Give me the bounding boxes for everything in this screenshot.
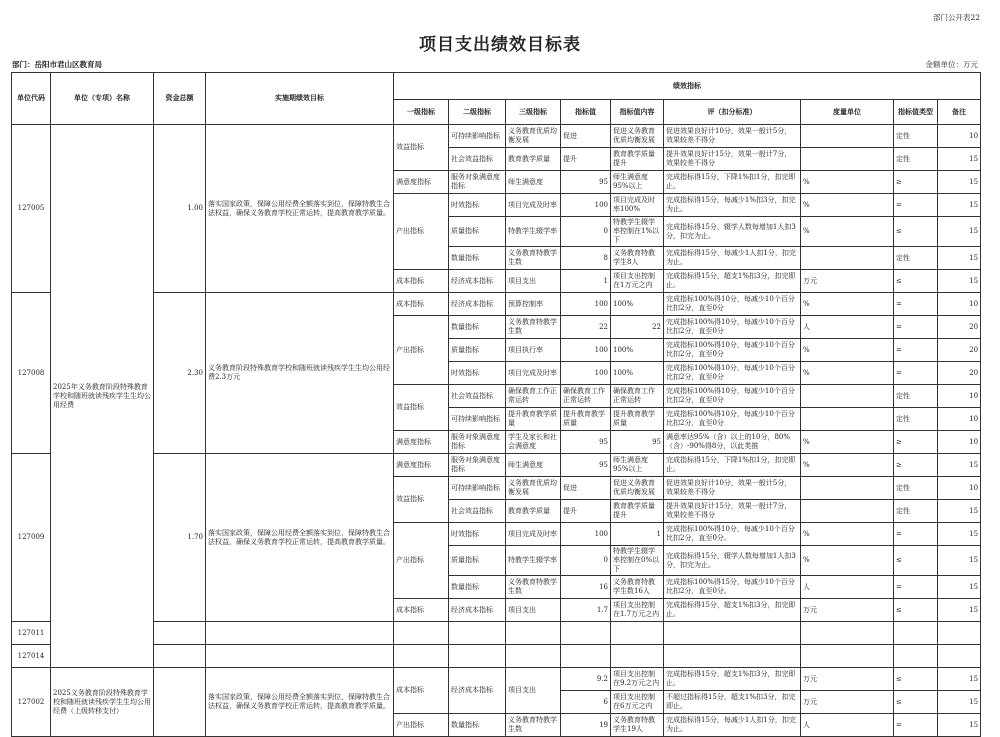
- scoring-criteria: 提升效果良好计15分，效果一般计7分，效果较差不得分: [664, 148, 801, 171]
- indicator-value-content: 促进义务教育优质均衡发展: [611, 125, 664, 148]
- performance-goal: [206, 645, 394, 668]
- indicator-value-content: 项目支出控制在1万元之内: [611, 270, 664, 293]
- indicator-value: 22: [561, 316, 611, 339]
- measure-unit: [801, 500, 894, 523]
- level2-indicator: 质量指标: [449, 546, 506, 576]
- unit-name: 2025年义务教育阶段特殊教育学校和随班就读残疾学生生均公用经费: [51, 125, 154, 668]
- empty-cell: [394, 645, 449, 668]
- performance-goal: 落实国家政策，保障公用经费全额落实到位，保障特教生合法权益，确保义务教育学校正常运转，提高教育教学质量。: [206, 668, 394, 737]
- indicator-value: 提升: [561, 500, 611, 523]
- header-criteria: 评（扣分标准）: [664, 100, 801, 125]
- performance-goal: [206, 622, 394, 645]
- value-type: =: [894, 523, 938, 546]
- measure-unit: [801, 385, 894, 408]
- empty-cell: [506, 622, 561, 645]
- indicator-value-content: 95: [611, 431, 664, 454]
- empty-cell: [611, 622, 664, 645]
- value-type: =: [894, 316, 938, 339]
- indicator-value-content: 100%: [611, 362, 664, 385]
- header-unit-name: 单位（专项）名称: [51, 73, 154, 125]
- note: 15: [938, 523, 981, 546]
- measure-unit: [801, 125, 894, 148]
- indicator-value-content: 项目完成及时率100%: [611, 194, 664, 217]
- measure-unit: %: [801, 217, 894, 247]
- value-type: 定性: [894, 385, 938, 408]
- table-row: [12, 645, 981, 668]
- empty-cell: [801, 645, 894, 668]
- value-type: ≤: [894, 217, 938, 247]
- table-row: [12, 454, 981, 477]
- note: 15: [938, 454, 981, 477]
- level3-indicator: 学生及家长和社会满意度: [506, 431, 561, 454]
- measure-unit: 人: [801, 714, 894, 737]
- note: 15: [938, 599, 981, 622]
- level2-indicator: 质量指标: [449, 217, 506, 247]
- level1-indicator: 满意度指标: [394, 454, 449, 477]
- value-type: ≤: [894, 668, 938, 691]
- level1-indicator: 效益指标: [394, 385, 449, 431]
- value-type: ≤: [894, 270, 938, 293]
- level2-indicator: 数量指标: [449, 576, 506, 599]
- level3-indicator: 项目支出: [506, 599, 561, 622]
- indicator-value: 提升教育教学质量: [561, 408, 611, 431]
- unit-code: 127009: [12, 454, 51, 622]
- table-row: [12, 125, 981, 148]
- header-level2: 二级指标: [449, 100, 506, 125]
- empty-cell: [449, 622, 506, 645]
- level2-indicator: 时效指标: [449, 194, 506, 217]
- level2-indicator: 数量指标: [449, 714, 506, 737]
- empty-cell: [664, 622, 801, 645]
- level2-indicator: 服务对象满意度指标: [449, 431, 506, 454]
- measure-unit: [801, 477, 894, 500]
- level3-indicator: 义务教育特教学生数: [506, 576, 561, 599]
- level2-indicator: 经济成本指标: [449, 270, 506, 293]
- note: 15: [938, 668, 981, 691]
- measure-unit: 人: [801, 576, 894, 599]
- indicator-value-content: 促进义务教育优质均衡发展: [611, 477, 664, 500]
- page-title: 项目支出绩效目标表: [419, 35, 581, 55]
- scoring-criteria: 完成指标得15分，每减少1%扣3分，扣完为止。: [664, 194, 801, 217]
- indicator-value-content: 师生满意度95%以上: [611, 171, 664, 194]
- level1-indicator: 产出指标: [394, 194, 449, 270]
- level2-indicator: 时效指标: [449, 362, 506, 385]
- indicator-value-content: 师生满意度95%以上: [611, 454, 664, 477]
- note: 15: [938, 500, 981, 523]
- indicator-value: 95: [561, 431, 611, 454]
- level1-indicator: 成本指标: [394, 293, 449, 316]
- measure-unit: %: [801, 362, 894, 385]
- indicator-value-content: 提升教育教学质量: [611, 408, 664, 431]
- indicator-value: 6: [561, 691, 611, 714]
- header-unit-code: 单位代码: [12, 73, 51, 125]
- header-value: 指标值: [561, 100, 611, 125]
- level1-indicator: 成本指标: [394, 668, 449, 714]
- unit-name: 2025义务教育阶段特殊教育学校和随班就读残疾学生生均公用经费（上级转移支付）: [51, 668, 154, 737]
- indicator-value-content: 特教学生辍学率控制在1%以下: [611, 217, 664, 247]
- indicator-value-content: 22: [611, 316, 664, 339]
- value-type: 定性: [894, 125, 938, 148]
- level3-indicator: 义务教育特教学生数: [506, 714, 561, 737]
- level1-indicator: 成本指标: [394, 270, 449, 293]
- level1-indicator: 产出指标: [394, 523, 449, 599]
- scoring-criteria: 完成指标100%得10分，每减少10个百分比扣2分，直至0分: [664, 339, 801, 362]
- scoring-criteria: 完成指标得15分，下降1%扣1分，扣完即止。: [664, 171, 801, 194]
- value-type: ≥: [894, 454, 938, 477]
- performance-goal: 落实国家政策，保障公用经费全额落实到位，保障特教生合法权益，确保义务教育学校正常运转，提高教育教学质量。: [206, 125, 394, 293]
- empty-cell: [894, 622, 938, 645]
- scoring-criteria: 完成指标100%得10分，每减少10个百分比扣2分，直至0分。: [664, 523, 801, 546]
- level3-indicator: 提升教育教学质量: [506, 408, 561, 431]
- scoring-criteria: 提升效果良好计15分，效果一般计7分，效果较差不得分: [664, 500, 801, 523]
- level1-indicator: 产出指标: [394, 714, 449, 737]
- measure-unit: %: [801, 546, 894, 576]
- total-funds: [154, 622, 206, 645]
- unit-code: 127002: [12, 668, 51, 737]
- level2-indicator: 质量指标: [449, 339, 506, 362]
- note: 15: [938, 576, 981, 599]
- value-type: ≤: [894, 546, 938, 576]
- indicator-value: 提升: [561, 148, 611, 171]
- scoring-criteria: 完成指标100%得10分，每减少10个百分比扣2分，直至0分: [664, 362, 801, 385]
- form-number: 部门公开表22: [932, 13, 980, 22]
- table-row: [12, 622, 981, 645]
- empty-cell: [801, 622, 894, 645]
- measure-unit: %: [801, 171, 894, 194]
- indicator-value: 促进: [561, 477, 611, 500]
- note: 20: [938, 362, 981, 385]
- scoring-criteria: 完成指标得15分，辍学人数每增加1人扣3分，扣完为止。: [664, 546, 801, 576]
- level3-indicator: 教育教学质量: [506, 148, 561, 171]
- level2-indicator: 社会效益指标: [449, 148, 506, 171]
- level3-indicator: 师生满意度: [506, 171, 561, 194]
- scoring-criteria: 完成指标得15分，超支1%扣3分，扣完即止。: [664, 599, 801, 622]
- level3-indicator: 教育教学质量: [506, 500, 561, 523]
- scoring-criteria: 完成指标得15分，超支1%扣3分，扣完即止。: [664, 668, 801, 691]
- scoring-criteria: 完成指标得15分，超支1%扣3分，扣完即止。: [664, 270, 801, 293]
- empty-cell: [938, 645, 981, 668]
- indicator-value: 100: [561, 362, 611, 385]
- note: 15: [938, 247, 981, 270]
- scoring-criteria: 完成指标得15分，每减少1人扣1分，扣完为止。: [664, 247, 801, 270]
- level3-indicator: 项目支出: [506, 668, 561, 714]
- header-level3: 三级指标: [506, 100, 561, 125]
- level3-indicator: 项目完成及时率: [506, 194, 561, 217]
- measure-unit: [801, 247, 894, 270]
- header-note: 备注: [938, 100, 981, 125]
- value-type: 定性: [894, 477, 938, 500]
- level3-indicator: 项目完成及时率: [506, 523, 561, 546]
- level3-indicator: 义务教育优质均衡发展: [506, 125, 561, 148]
- indicator-value: 95: [561, 454, 611, 477]
- indicator-value-content: 义务教育特教学生数16人: [611, 576, 664, 599]
- level3-indicator: 特教学生辍学率: [506, 217, 561, 247]
- scoring-criteria: 促进效果良好计10分，效果一般计5分，效果较差不得分: [664, 125, 801, 148]
- total-funds: 1.70: [154, 454, 206, 622]
- value-type: =: [894, 714, 938, 737]
- level1-indicator: 满意度指标: [394, 431, 449, 454]
- measure-unit: [801, 408, 894, 431]
- indicator-value: 100: [561, 523, 611, 546]
- empty-cell: [506, 645, 561, 668]
- note: 15: [938, 148, 981, 171]
- note: 10: [938, 431, 981, 454]
- note: 10: [938, 408, 981, 431]
- indicator-value: 1.7: [561, 599, 611, 622]
- level2-indicator: 服务对象满意度指标: [449, 171, 506, 194]
- value-type: =: [894, 576, 938, 599]
- value-type: 定性: [894, 247, 938, 270]
- scoring-criteria: 不超过指标得15分，超支1%扣3分，扣完即止。: [664, 691, 801, 714]
- indicator-value-content: 项目支出控制在1.7万元之内: [611, 599, 664, 622]
- header-measure-unit: 度量单位: [801, 100, 894, 125]
- level3-indicator: 特教学生辍学率: [506, 546, 561, 576]
- level2-indicator: 服务对象满意度指标: [449, 454, 506, 477]
- empty-cell: [394, 622, 449, 645]
- level3-indicator: 确保教育工作正常运转: [506, 385, 561, 408]
- performance-goal: 义务教育阶段特殊教育学校和随班就读残疾学生生均公用经费2.3万元: [206, 293, 394, 454]
- header-value-type: 指标值类型: [894, 100, 938, 125]
- measure-unit: 万元: [801, 691, 894, 714]
- scoring-criteria: 完成指标得15分，辍学人数每增加1人扣3分，扣完为止。: [664, 217, 801, 247]
- level1-indicator: 成本指标: [394, 599, 449, 622]
- total-funds: 2.30: [154, 293, 206, 454]
- measure-unit: 人: [801, 316, 894, 339]
- indicator-value-content: 教育教学质量提升: [611, 500, 664, 523]
- measure-unit: 万元: [801, 599, 894, 622]
- header-level1: 一级指标: [394, 100, 449, 125]
- note: 10: [938, 125, 981, 148]
- empty-cell: [561, 645, 611, 668]
- value-type: ≤: [894, 599, 938, 622]
- level3-indicator: 义务教育优质均衡发展: [506, 477, 561, 500]
- indicator-value-content: 教育教学质量提升: [611, 148, 664, 171]
- level2-indicator: 社会效益指标: [449, 385, 506, 408]
- indicator-value-content: 义务教育特教学生8人: [611, 247, 664, 270]
- indicator-value-content: 确保教育工作正常运转: [611, 385, 664, 408]
- note: 20: [938, 316, 981, 339]
- level1-indicator: 效益指标: [394, 125, 449, 171]
- note: 10: [938, 385, 981, 408]
- note: 15: [938, 691, 981, 714]
- money-unit-label: 金额单位：万元: [925, 60, 978, 69]
- value-type: ≥: [894, 171, 938, 194]
- measure-unit: [801, 148, 894, 171]
- unit-code: 127008: [12, 293, 51, 454]
- value-type: 定性: [894, 148, 938, 171]
- value-type: =: [894, 362, 938, 385]
- level2-indicator: 可持续影响指标: [449, 125, 506, 148]
- indicator-value-content: 特教学生辍学率控制在0%以下: [611, 546, 664, 576]
- level2-indicator: 数量指标: [449, 316, 506, 339]
- note: 15: [938, 270, 981, 293]
- level2-indicator: 时效指标: [449, 523, 506, 546]
- indicator-value: 1: [561, 270, 611, 293]
- note: 15: [938, 546, 981, 576]
- indicator-value: 100: [561, 339, 611, 362]
- value-type: =: [894, 194, 938, 217]
- level2-indicator: 可持续影响指标: [449, 408, 506, 431]
- note: 20: [938, 339, 981, 362]
- indicator-value: 19: [561, 714, 611, 737]
- level3-indicator: 项目支出: [506, 270, 561, 293]
- measure-unit: %: [801, 194, 894, 217]
- level3-indicator: 师生满意度: [506, 454, 561, 477]
- empty-cell: [664, 645, 801, 668]
- indicator-value-content: 100%: [611, 293, 664, 316]
- table-row: [12, 668, 981, 691]
- level2-indicator: 社会效益指标: [449, 500, 506, 523]
- measure-unit: %: [801, 293, 894, 316]
- indicator-value: 95: [561, 171, 611, 194]
- scoring-criteria: 促进效果良好计10分，效果一般计5分，效果较差不得分: [664, 477, 801, 500]
- indicator-value: 确保教育工作正常运转: [561, 385, 611, 408]
- total-funds: [154, 668, 206, 737]
- unit-code: 127014: [12, 645, 51, 668]
- scoring-criteria: 完成指标100%得15分，每减少10个百分比扣2分，直至0分。: [664, 576, 801, 599]
- indicator-value-content: 项目支出控制在9.2万元之内: [611, 668, 664, 691]
- indicator-value: 16: [561, 576, 611, 599]
- value-type: 定性: [894, 500, 938, 523]
- indicator-value-content: 1: [611, 523, 664, 546]
- measure-unit: %: [801, 339, 894, 362]
- level1-indicator: 效益指标: [394, 477, 449, 523]
- note: 10: [938, 477, 981, 500]
- value-type: 定性: [894, 408, 938, 431]
- total-funds: [154, 645, 206, 668]
- measure-unit: %: [801, 454, 894, 477]
- empty-cell: [561, 622, 611, 645]
- scoring-criteria: 完成指标得15分，每减少1人扣1分，扣完为止。: [664, 714, 801, 737]
- unit-code: 127005: [12, 125, 51, 293]
- indicator-value: 100: [561, 194, 611, 217]
- total-funds: 1.00: [154, 125, 206, 293]
- level3-indicator: 义务教育特教学生数: [506, 316, 561, 339]
- level3-indicator: 项目完成及时率: [506, 362, 561, 385]
- note: 10: [938, 293, 981, 316]
- department-label: 部门：岳阳市君山区教育局: [12, 60, 102, 69]
- header-performance: 绩效指标: [394, 73, 981, 100]
- level3-indicator: 项目执行率: [506, 339, 561, 362]
- level3-indicator: 义务教育特教学生数: [506, 247, 561, 270]
- scoring-criteria: 完成指标100%得10分，每减少10个百分比扣2分，直至0分: [664, 408, 801, 431]
- level3-indicator: 预算控制率: [506, 293, 561, 316]
- level2-indicator: 经济成本指标: [449, 599, 506, 622]
- scoring-criteria: 满意率达95%（含）以上的10分，80%（含）-90%得8分，以此类推: [664, 431, 801, 454]
- note: 15: [938, 194, 981, 217]
- indicator-value: 0: [561, 217, 611, 247]
- indicator-value: 促进: [561, 125, 611, 148]
- empty-cell: [894, 645, 938, 668]
- level2-indicator: 经济成本指标: [449, 293, 506, 316]
- measure-unit: %: [801, 431, 894, 454]
- measure-unit: 万元: [801, 668, 894, 691]
- scoring-criteria: 完成指标得15分，下降1%扣1分，扣完即止。: [664, 454, 801, 477]
- note: 15: [938, 171, 981, 194]
- indicator-value-content: 100%: [611, 339, 664, 362]
- indicator-value: 8: [561, 247, 611, 270]
- scoring-criteria: 完成指标100%得10分，每减少10个百分比扣2分，直至0分: [664, 316, 801, 339]
- value-type: =: [894, 293, 938, 316]
- table-row: [12, 293, 981, 316]
- indicator-value-content: 项目支出控制在6万元之内: [611, 691, 664, 714]
- performance-table: [11, 72, 981, 737]
- level1-indicator: 产出指标: [394, 316, 449, 385]
- header-goal: 实施期绩效目标: [206, 73, 394, 125]
- note: 15: [938, 217, 981, 247]
- measure-unit: %: [801, 523, 894, 546]
- measure-unit: 万元: [801, 270, 894, 293]
- performance-goal: 落实国家政策，保障公用经费全额落实到位，保障特教生合法权益，确保义务教育学校正常运转，提高教育教学质量。: [206, 454, 394, 622]
- scoring-criteria: 完成指标100%得10分，每减少10个百分比扣2分，直至0分: [664, 385, 801, 408]
- value-type: ≤: [894, 691, 938, 714]
- level2-indicator: 可持续影响指标: [449, 477, 506, 500]
- scoring-criteria: 完成指标100%得10分，每减少10个百分比扣2分，直至0分: [664, 293, 801, 316]
- indicator-value: 100: [561, 293, 611, 316]
- header-total-funds: 资金总额: [154, 73, 206, 125]
- empty-cell: [449, 645, 506, 668]
- header-value-content: 指标值内容: [611, 100, 664, 125]
- note: 15: [938, 714, 981, 737]
- level2-indicator: 数量指标: [449, 247, 506, 270]
- empty-cell: [611, 645, 664, 668]
- level1-indicator: 满意度指标: [394, 171, 449, 194]
- unit-code: 127011: [12, 622, 51, 645]
- indicator-value-content: 义务教育特教学生19人: [611, 714, 664, 737]
- level2-indicator: 经济成本指标: [449, 668, 506, 714]
- indicator-value: 0: [561, 546, 611, 576]
- value-type: =: [894, 339, 938, 362]
- value-type: ≥: [894, 431, 938, 454]
- indicator-value: 9.2: [561, 668, 611, 691]
- empty-cell: [938, 622, 981, 645]
